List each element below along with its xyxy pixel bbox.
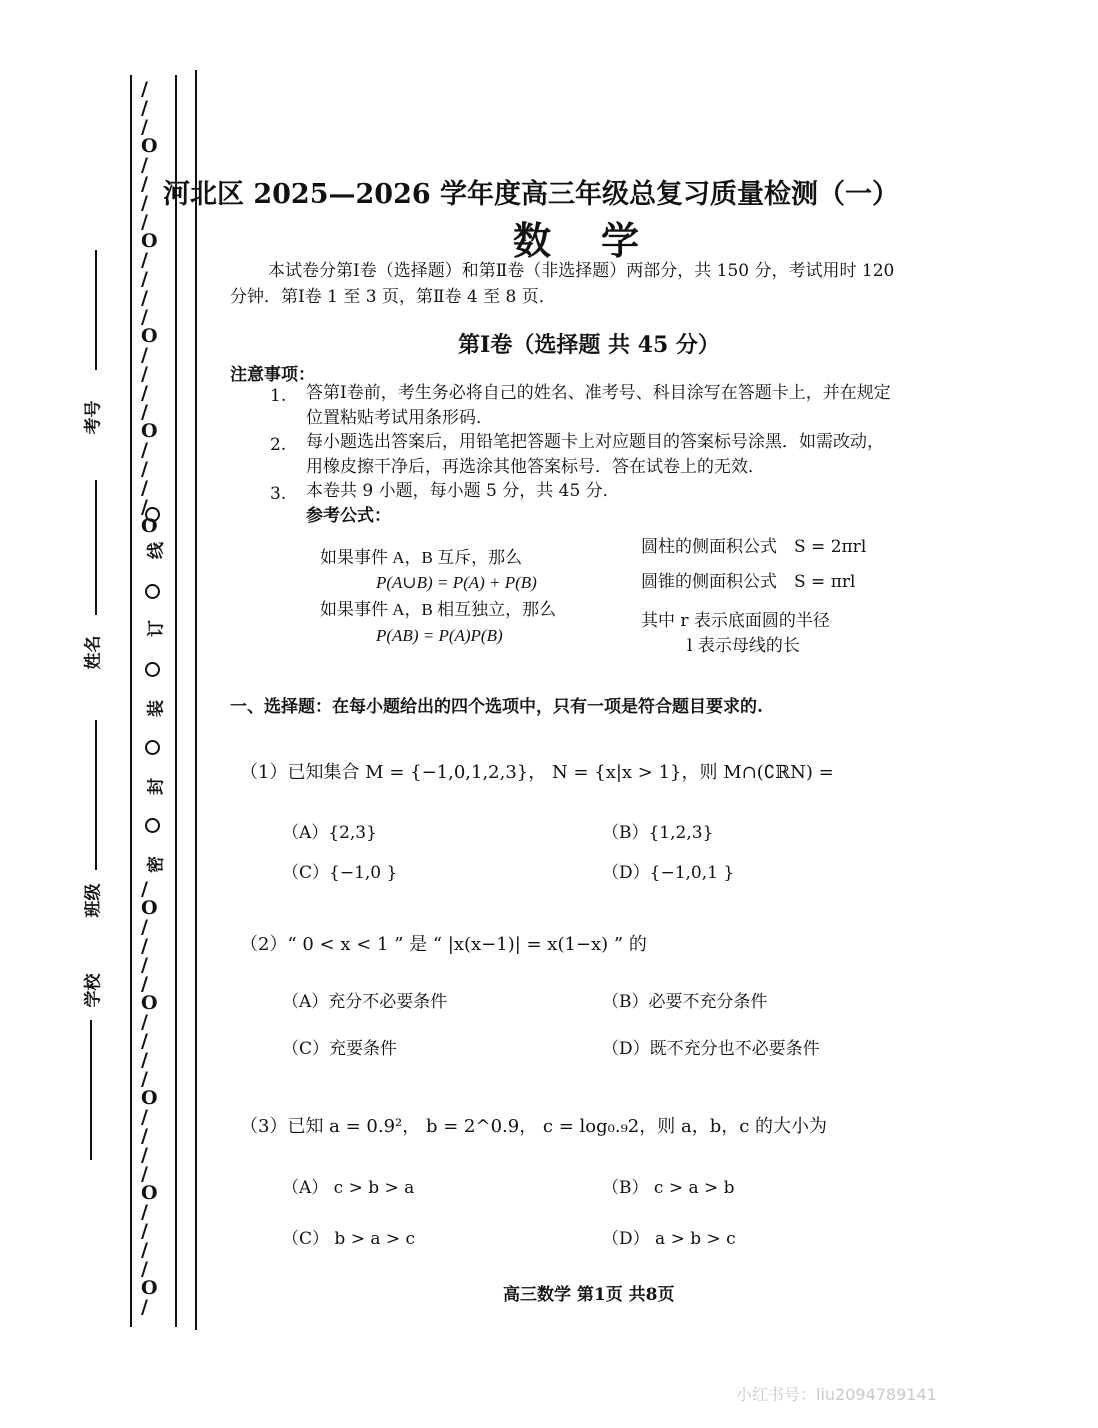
- seal-word-pack: 装: [146, 700, 167, 717]
- notes-label: 注意事项：: [230, 365, 315, 385]
- note-text: 用橡皮擦干净后，再选涂其他答案标号．答在试卷上的无效．: [306, 457, 765, 477]
- subject-title: 数 学: [512, 218, 645, 263]
- option-c: （C） b > a > c: [282, 1229, 416, 1249]
- seal-word-seal: 封: [146, 778, 167, 795]
- seal-word-bind: 订: [146, 620, 167, 637]
- intro-line-2: 分钟．第Ⅰ卷 1 至 3 页，第Ⅱ卷 4 至 8 页．: [230, 287, 556, 307]
- class-label: 班级: [83, 883, 104, 918]
- part1-heading: 第Ⅰ卷（选择题 共 45 分）: [458, 332, 720, 358]
- question-stem: （3）已知 a = 0.9²， b = 2^0.9， c = log₀.₉2，则 a，b，c 的大小为: [240, 1116, 828, 1137]
- exam-title: 河北区 2025—2026 学年度高三年级总复习质量检测（一）: [162, 179, 900, 210]
- option-b: （B） c > a > b: [602, 1178, 735, 1198]
- formula-text: 如果事件 A，B 相互独立，那么: [320, 600, 557, 619]
- formula-text: P(A∪B) = P(A) + P(B): [376, 573, 537, 592]
- note-number: 1.: [270, 386, 287, 406]
- seal-circle: [145, 740, 160, 755]
- option-a: （A）充分不必要条件: [282, 992, 448, 1012]
- formula-text: 如果事件 A，B 互斥，那么: [320, 548, 523, 567]
- watermark: 小红书号：liu2094789141: [736, 1385, 937, 1404]
- formula-text: 其中 r 表示底面圆的半径: [641, 611, 830, 631]
- option-d: （D）既不充分也不必要条件: [602, 1039, 820, 1059]
- option-b: （B）{1,2,3}: [602, 823, 714, 843]
- seal-word-line: 线: [146, 542, 167, 559]
- school-label: 学校: [83, 973, 104, 1008]
- question-stem: （1）已知集合 M = {−1,0,1,2,3}， N = {x|x > 1}，则 M∩(∁ℝN) =: [240, 762, 834, 783]
- page-footer: 高三数学 第1页 共8页: [503, 1285, 675, 1305]
- seal-circle: [145, 662, 160, 677]
- seal-word-secret: 密: [146, 856, 167, 873]
- option-c: （C）充要条件: [282, 1039, 398, 1059]
- seal-strip-bottom: / O / / / / O / / / / O / / / / O / / / / O /: [141, 878, 158, 1318]
- seal-circle: [145, 818, 160, 833]
- option-a: （A） c > b > a: [282, 1178, 415, 1198]
- formula-text: l 表示母线的长: [687, 636, 800, 656]
- note-text: 每小题选出答案后，用铅笔把答题卡上对应题目的答案标号涂黑．如需改动，: [306, 432, 884, 452]
- note-number: 3.: [270, 484, 287, 504]
- formula-text: 圆锥的侧面积公式 S = πrl: [641, 572, 856, 592]
- option-d: （D） a > b > c: [602, 1229, 736, 1249]
- note-text: 答第Ⅰ卷前，考生务必将自己的姓名、准考号、科目涂写在答题卡上，并在规定: [306, 383, 891, 403]
- name-label: 姓名: [83, 635, 104, 670]
- option-d: （D）{−1,0,1 }: [602, 863, 735, 883]
- note-text: 本卷共 9 小题，每小题 5 分，共 45 分．: [306, 481, 620, 501]
- seal-strip-top: / / / O / / / / O / / / / O / / / / O / / / / O: [141, 78, 158, 537]
- section1-heading: 一、选择题：在每小题给出的四个选项中，只有一项是符合题目要求的.: [230, 697, 763, 717]
- name-line: [95, 480, 97, 615]
- intro-line-1: 本试卷分第Ⅰ卷（选择题）和第Ⅱ卷（非选择题）两部分，共 150 分，考试用时 120: [268, 261, 895, 281]
- note-text: 位置粘贴考试用条形码．: [306, 408, 493, 428]
- formula-label: 参考公式：: [306, 506, 391, 526]
- school-line: [90, 1020, 92, 1160]
- class-line: [95, 720, 97, 870]
- formula-text: P(AB) = P(A)P(B): [376, 626, 503, 645]
- option-a: （A）{2,3}: [282, 823, 377, 843]
- seal-circle: [145, 507, 160, 522]
- exam-no-label: 考号: [83, 400, 104, 435]
- note-number: 2.: [270, 435, 287, 455]
- option-c: （C）{−1,0 }: [282, 863, 398, 883]
- option-b: （B）必要不充分条件: [602, 992, 768, 1012]
- formula-text: 圆柱的侧面积公式 S = 2πrl: [641, 537, 867, 557]
- seal-circle: [145, 584, 160, 599]
- question-stem: （2）“ 0 < x < 1 ” 是 “ |x(x−1)| = x(1−x) ” 的: [240, 934, 647, 955]
